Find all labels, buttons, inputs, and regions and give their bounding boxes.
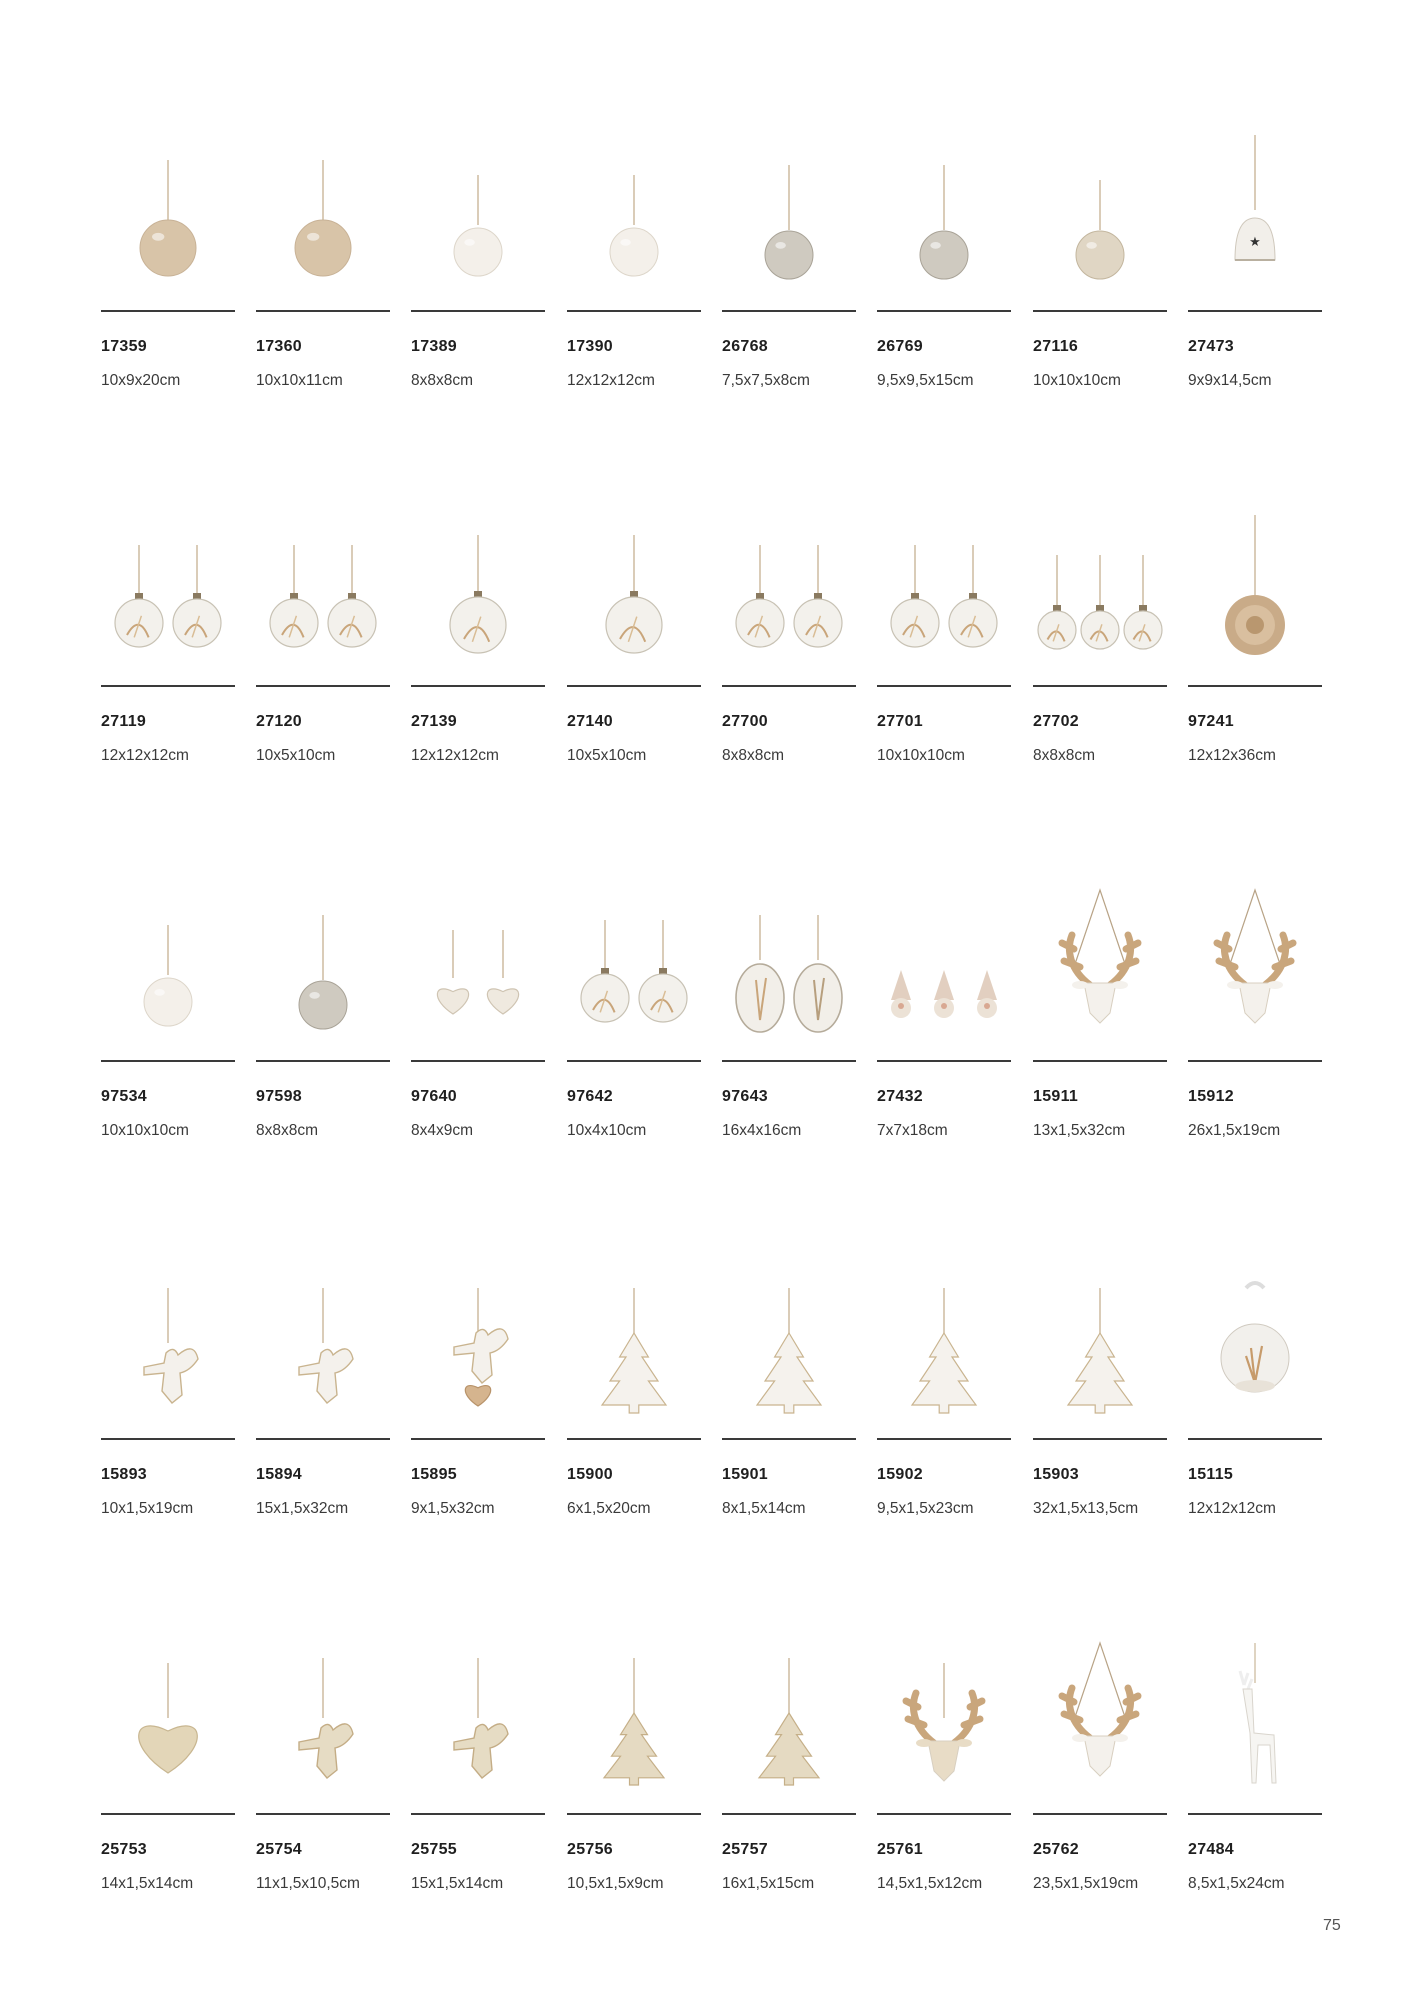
catalog-row bbox=[101, 120, 1321, 460]
divider-line bbox=[101, 1438, 235, 1440]
product-code: 25762 bbox=[1033, 1841, 1079, 1858]
product-code: 15893 bbox=[101, 1466, 147, 1483]
product-code: 97640 bbox=[411, 1088, 457, 1105]
product-card bbox=[722, 495, 856, 835]
product-dimensions: 10x1,5x19cm bbox=[101, 1500, 194, 1517]
product-code: 27139 bbox=[411, 713, 457, 730]
divider-line bbox=[1188, 1060, 1322, 1062]
deer-head-icon bbox=[1188, 870, 1322, 1060]
divider-line bbox=[567, 685, 701, 687]
clear-ball-trio-icon bbox=[1033, 495, 1167, 685]
product-card bbox=[101, 1248, 235, 1588]
product-dimensions: 8x8x8cm bbox=[256, 1122, 319, 1139]
snow-globe-icon bbox=[1188, 1248, 1322, 1438]
product-card bbox=[411, 495, 545, 835]
product-code: 27700 bbox=[722, 713, 768, 730]
product-dimensions: 15x1,5x32cm bbox=[256, 1500, 349, 1517]
product-card bbox=[722, 870, 856, 1210]
gnome-trio-icon bbox=[877, 870, 1011, 1060]
product-code: 17359 bbox=[101, 338, 147, 355]
product-dimensions: 8x8x8cm bbox=[411, 372, 474, 389]
divider-line bbox=[101, 1060, 235, 1062]
product-dimensions: 9,5x1,5x23cm bbox=[877, 1500, 974, 1517]
catalog-row bbox=[101, 1248, 1321, 1588]
product-code: 27701 bbox=[877, 713, 923, 730]
product-card bbox=[1033, 1623, 1167, 1963]
product-code: 27702 bbox=[1033, 713, 1079, 730]
white-ball-icon bbox=[411, 120, 545, 310]
page-number: 75 bbox=[1323, 1917, 1341, 1934]
svg-text:★: ★ bbox=[1249, 234, 1261, 249]
product-code: 25761 bbox=[877, 1841, 923, 1858]
product-card bbox=[101, 495, 235, 835]
product-code: 25755 bbox=[411, 1841, 457, 1858]
product-card bbox=[567, 870, 701, 1210]
divider-line bbox=[101, 685, 235, 687]
product-dimensions: 9x1,5x32cm bbox=[411, 1500, 495, 1517]
product-dimensions: 8x1,5x14cm bbox=[722, 1500, 806, 1517]
product-code: 27119 bbox=[101, 713, 147, 730]
product-code: 15911 bbox=[1033, 1088, 1079, 1105]
divider-line bbox=[1033, 1438, 1167, 1440]
clear-ball-icon bbox=[411, 495, 545, 685]
product-code: 27120 bbox=[256, 713, 302, 730]
product-card bbox=[877, 495, 1011, 835]
product-card bbox=[101, 870, 235, 1210]
product-dimensions: 13x1,5x32cm bbox=[1033, 1122, 1126, 1139]
divider-line bbox=[877, 1060, 1011, 1062]
product-code: 15894 bbox=[256, 1466, 302, 1483]
velvet-ball-icon bbox=[101, 120, 235, 310]
velvet-ball-icon bbox=[256, 120, 390, 310]
product-card bbox=[877, 120, 1011, 460]
product-card bbox=[877, 870, 1011, 1210]
product-dimensions: 14x1,5x14cm bbox=[101, 1875, 194, 1892]
tree-icon bbox=[567, 1248, 701, 1438]
divider-line bbox=[1188, 1438, 1322, 1440]
product-dimensions: 23,5x1,5x19cm bbox=[1033, 1875, 1139, 1892]
divider-line bbox=[722, 1060, 856, 1062]
product-card bbox=[722, 1248, 856, 1588]
deer-head-icon bbox=[1033, 870, 1167, 1060]
divider-line bbox=[256, 310, 390, 312]
product-card bbox=[1188, 1623, 1322, 1963]
product-dimensions: 32x1,5x13,5cm bbox=[1033, 1500, 1139, 1517]
product-code: 15115 bbox=[1188, 1466, 1234, 1483]
product-dimensions: 7x7x18cm bbox=[877, 1122, 948, 1139]
product-dimensions: 12x12x12cm bbox=[411, 747, 499, 764]
product-dimensions: 12x12x12cm bbox=[567, 372, 655, 389]
product-card bbox=[722, 1623, 856, 1963]
standing-reindeer-icon bbox=[1188, 1623, 1322, 1813]
product-dimensions: 10x9x20cm bbox=[101, 372, 181, 389]
product-card bbox=[1033, 120, 1167, 460]
divider-line bbox=[101, 1813, 235, 1815]
product-code: 97643 bbox=[722, 1088, 768, 1105]
divider-line bbox=[411, 1060, 545, 1062]
divider-line bbox=[722, 310, 856, 312]
product-code: 27484 bbox=[1188, 1841, 1234, 1858]
product-card bbox=[1188, 1248, 1322, 1588]
divider-line bbox=[722, 685, 856, 687]
clear-ball-pair-icon bbox=[256, 495, 390, 685]
glitter-tree-icon bbox=[722, 1623, 856, 1813]
divider-line bbox=[877, 685, 1011, 687]
divider-line bbox=[567, 1813, 701, 1815]
product-code: 25757 bbox=[722, 1841, 768, 1858]
divider-line bbox=[1033, 1060, 1167, 1062]
product-dimensions: 12x12x12cm bbox=[101, 747, 189, 764]
divider-line bbox=[411, 685, 545, 687]
product-code: 15900 bbox=[567, 1466, 613, 1483]
product-card bbox=[877, 1248, 1011, 1588]
clear-ball-pair-icon bbox=[101, 495, 235, 685]
divider-line bbox=[256, 1813, 390, 1815]
clear-ball-pair-icon bbox=[877, 495, 1011, 685]
deer-head-icon bbox=[1033, 1623, 1167, 1813]
product-code: 25756 bbox=[567, 1841, 613, 1858]
product-dimensions: 8x8x8cm bbox=[722, 747, 785, 764]
product-dimensions: 16x4x16cm bbox=[722, 1122, 802, 1139]
divider-line bbox=[567, 1060, 701, 1062]
pine-cone-icon bbox=[1188, 495, 1322, 685]
divider-line bbox=[722, 1813, 856, 1815]
divider-line bbox=[877, 1438, 1011, 1440]
divider-line bbox=[877, 1813, 1011, 1815]
product-code: 15902 bbox=[877, 1466, 923, 1483]
silver-ball-icon bbox=[877, 120, 1011, 310]
product-dimensions: 11x1,5x10,5cm bbox=[256, 1875, 360, 1892]
product-code: 15912 bbox=[1188, 1088, 1234, 1105]
product-code: 25754 bbox=[256, 1841, 302, 1858]
product-card bbox=[411, 870, 545, 1210]
product-code: 27116 bbox=[1033, 338, 1079, 355]
product-code: 25753 bbox=[101, 1841, 147, 1858]
product-code: 27140 bbox=[567, 713, 613, 730]
product-dimensions: 12x12x36cm bbox=[1188, 747, 1276, 764]
product-card bbox=[1188, 120, 1322, 460]
product-dimensions: 12x12x12cm bbox=[1188, 1500, 1276, 1517]
product-dimensions: 9x9x14,5cm bbox=[1188, 372, 1272, 389]
angel-icon bbox=[101, 1248, 235, 1438]
glitter-deer-icon bbox=[877, 1623, 1011, 1813]
product-dimensions: 10x4x10cm bbox=[567, 1122, 647, 1139]
product-code: 97534 bbox=[101, 1088, 147, 1105]
divider-line bbox=[411, 1438, 545, 1440]
product-card bbox=[256, 870, 390, 1210]
product-dimensions: 10x10x10cm bbox=[101, 1122, 189, 1139]
divider-line bbox=[1188, 685, 1322, 687]
divider-line bbox=[411, 1813, 545, 1815]
product-card bbox=[567, 1248, 701, 1588]
clear-ball-pair-icon bbox=[722, 495, 856, 685]
product-card bbox=[567, 1623, 701, 1963]
product-card bbox=[567, 495, 701, 835]
product-code: 15903 bbox=[1033, 1466, 1079, 1483]
divider-line bbox=[256, 1438, 390, 1440]
product-code: 97598 bbox=[256, 1088, 302, 1105]
product-dimensions: 8,5x1,5x24cm bbox=[1188, 1875, 1285, 1892]
catalog-row bbox=[101, 870, 1321, 1210]
divider-line bbox=[1188, 310, 1322, 312]
product-code: 97241 bbox=[1188, 713, 1234, 730]
product-code: 17390 bbox=[567, 338, 613, 355]
divider-line bbox=[722, 1438, 856, 1440]
product-card bbox=[101, 120, 235, 460]
divider-line bbox=[256, 685, 390, 687]
product-dimensions: 10x10x10cm bbox=[877, 747, 965, 764]
product-dimensions: 10x10x11cm bbox=[256, 372, 343, 389]
tree-icon bbox=[1033, 1248, 1167, 1438]
product-dimensions: 7,5x7,5x8cm bbox=[722, 372, 810, 389]
product-dimensions: 10x10x10cm bbox=[1033, 372, 1121, 389]
glitter-ball-icon bbox=[1033, 120, 1167, 310]
product-dimensions: 15x1,5x14cm bbox=[411, 1875, 504, 1892]
glitter-tree-icon bbox=[567, 1623, 701, 1813]
oval-pair-icon bbox=[722, 870, 856, 1060]
silver-ball-icon bbox=[256, 870, 390, 1060]
white-ball-icon bbox=[567, 120, 701, 310]
product-code: 27473 bbox=[1188, 338, 1234, 355]
product-code: 15901 bbox=[722, 1466, 768, 1483]
product-card bbox=[411, 1248, 545, 1588]
divider-line bbox=[567, 1438, 701, 1440]
product-dimensions: 8x8x8cm bbox=[1033, 747, 1096, 764]
product-dimensions: 26x1,5x19cm bbox=[1188, 1122, 1281, 1139]
glitter-angel-icon bbox=[256, 1623, 390, 1813]
divider-line bbox=[256, 1060, 390, 1062]
product-card bbox=[101, 1623, 235, 1963]
product-card bbox=[256, 1623, 390, 1963]
glitter-angel-icon bbox=[411, 1623, 545, 1813]
product-card bbox=[256, 120, 390, 460]
product-dimensions: 9,5x9,5x15cm bbox=[877, 372, 974, 389]
product-code: 27432 bbox=[877, 1088, 923, 1105]
divider-line bbox=[1033, 685, 1167, 687]
tree-icon bbox=[877, 1248, 1011, 1438]
product-dimensions: 10,5x1,5x9cm bbox=[567, 1875, 664, 1892]
clear-ball-pair-icon bbox=[567, 870, 701, 1060]
catalog-row bbox=[101, 1623, 1321, 1963]
product-card bbox=[256, 1248, 390, 1588]
white-ball-icon bbox=[101, 870, 235, 1060]
product-code: 17360 bbox=[256, 338, 302, 355]
glitter-heart-icon bbox=[101, 1623, 235, 1813]
product-card bbox=[722, 120, 856, 460]
product-code: 97642 bbox=[567, 1088, 613, 1105]
product-card bbox=[567, 120, 701, 460]
divider-line bbox=[1033, 310, 1167, 312]
product-card bbox=[256, 495, 390, 835]
divider-line bbox=[1188, 1813, 1322, 1815]
product-card bbox=[411, 1623, 545, 1963]
divider-line bbox=[1033, 1813, 1167, 1815]
catalog-row bbox=[101, 495, 1321, 835]
divider-line bbox=[567, 310, 701, 312]
heart-pair-icon bbox=[411, 870, 545, 1060]
product-dimensions: 10x5x10cm bbox=[256, 747, 336, 764]
product-card bbox=[1188, 870, 1322, 1210]
product-card bbox=[877, 1623, 1011, 1963]
product-card bbox=[411, 120, 545, 460]
product-card bbox=[1188, 495, 1322, 835]
angel-icon bbox=[256, 1248, 390, 1438]
bell-icon bbox=[1188, 120, 1322, 310]
divider-line bbox=[101, 310, 235, 312]
product-dimensions: 6x1,5x20cm bbox=[567, 1500, 651, 1517]
angel-heart-icon bbox=[411, 1248, 545, 1438]
tree-icon bbox=[722, 1248, 856, 1438]
product-code: 26768 bbox=[722, 338, 768, 355]
product-code: 26769 bbox=[877, 338, 923, 355]
product-card bbox=[1033, 870, 1167, 1210]
silver-ball-icon bbox=[722, 120, 856, 310]
divider-line bbox=[411, 310, 545, 312]
product-dimensions: 10x5x10cm bbox=[567, 747, 647, 764]
product-card bbox=[1033, 1248, 1167, 1588]
divider-line bbox=[877, 310, 1011, 312]
clear-ball-icon bbox=[567, 495, 701, 685]
product-card bbox=[1033, 495, 1167, 835]
product-code: 15895 bbox=[411, 1466, 457, 1483]
product-dimensions: 8x4x9cm bbox=[411, 1122, 474, 1139]
product-dimensions: 16x1,5x15cm bbox=[722, 1875, 815, 1892]
product-code: 17389 bbox=[411, 338, 457, 355]
product-dimensions: 14,5x1,5x12cm bbox=[877, 1875, 983, 1892]
